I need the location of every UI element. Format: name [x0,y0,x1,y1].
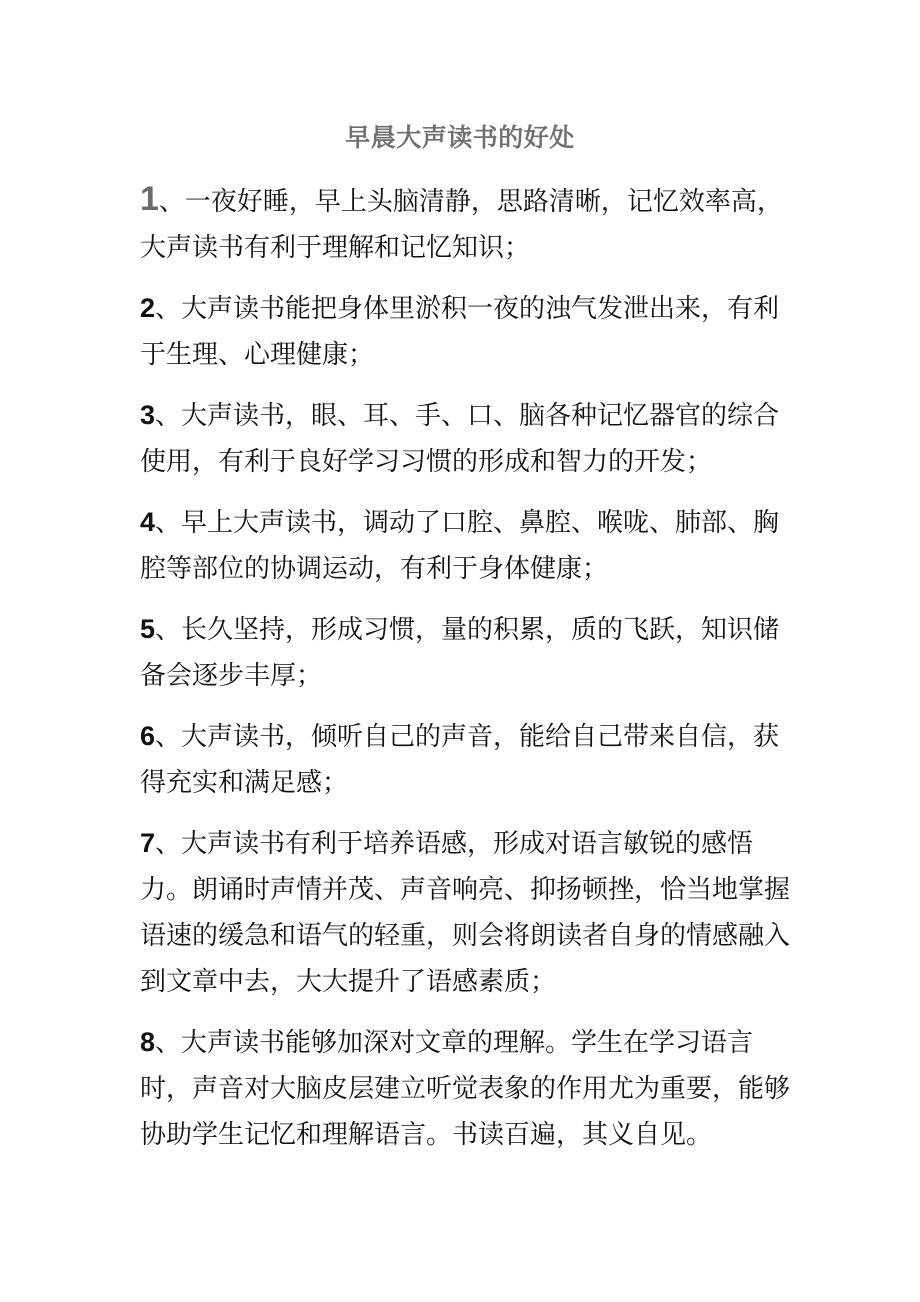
list-item [140,392,790,485]
list-item [140,285,790,378]
list-item [140,1019,790,1158]
document-title: 早晨大声读书的好处 [345,123,575,152]
item-text: 、大声读书能把身体里淤积一夜的浊气发泄出来，有利于生理、心理健康； [140,294,780,370]
list-item [140,176,790,271]
item-text: 、大声读书能够加深对文章的理解。学生在学习语言时，声音对大脑皮层建立听觉表象的作用尤为重要，能够协助学生记忆和理解语言。书读百遍，其义自见。 [140,1028,791,1150]
list-item [140,713,790,806]
item-number: 1 [140,180,159,218]
item-number: 4 [140,507,156,537]
item-text: 、一夜好睡，早上头脑清静，思路清晰，记忆效率高，大声读书有利于理解和记忆知识； [140,187,783,263]
benefit-list [140,176,790,1172]
list-item [140,820,790,1005]
item-text: 、大声读书，倾听自己的声音，能给自己带来自信，获得充实和满足感； [140,722,780,798]
item-number: 8 [140,1027,156,1057]
item-text: 、早上大声读书，调动了口腔、鼻腔、喉咙、肺部、胸腔等部位的协调运动，有利于身体健康； [140,508,780,584]
item-text: 、大声读书有利于培养语感，形成对语言敏锐的感悟力。朗诵时声情并茂、声音响亮、抑扬顿挫，恰当地掌握语速的缓急和语气的轻重，则会将朗读者自身的情感融入到文章中去，大大提升了语感素质； [140,829,791,997]
list-item [140,499,790,592]
item-text: 、长久坚持，形成习惯，量的积累，质的飞跃，知识储备会逐步丰厚； [140,615,780,691]
item-number: 7 [140,828,156,858]
item-number: 3 [140,400,156,430]
item-number: 6 [140,721,156,751]
item-text: 、大声读书，眼、耳、手、口、脑各种记忆器官的综合使用，有利于良好学习习惯的形成和智力的开发； [140,401,780,477]
list-item [140,606,790,699]
item-number: 5 [140,614,156,644]
item-number: 2 [140,293,156,323]
